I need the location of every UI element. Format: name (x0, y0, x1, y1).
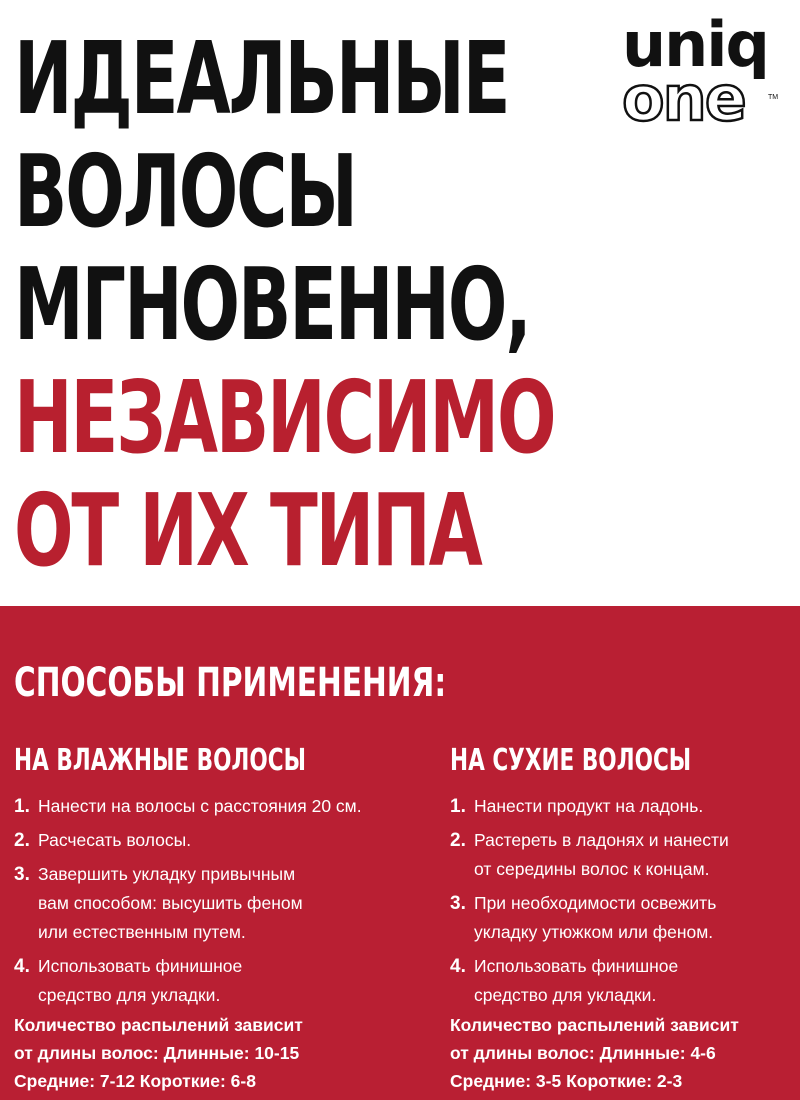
step-item (14, 826, 430, 855)
step-number: 4. (450, 956, 466, 977)
step-text: Нанести на волосы с расстояния 20 см. (38, 796, 362, 816)
note-line: от длины волос: Длинные: 10-15 (14, 1043, 300, 1063)
note-line: от длины волос: Длинные: 4-6 (450, 1043, 716, 1063)
usage-panel (0, 606, 800, 1100)
headline (14, 20, 555, 589)
step-text: средство для укладки. (38, 985, 221, 1005)
step-number: 1. (14, 796, 30, 817)
usage-title: СПОСОБЫ ПРИМЕНЕНИЯ: (14, 660, 447, 706)
note-line: Средние: 7-12 Короткие: 6-8 (14, 1071, 256, 1091)
step-text: Использовать финишное (474, 956, 679, 976)
step-number: 2. (450, 830, 466, 851)
dry-hair-steps (450, 792, 795, 1010)
step-text: Завершить укладку привычным (38, 864, 296, 884)
step-number: 3. (450, 893, 466, 914)
step-item (450, 792, 795, 821)
step-item (450, 826, 795, 884)
step-number: 2. (14, 830, 30, 851)
headline-line-3: МГНОВЕННО, (14, 246, 530, 363)
step-text: от середины волос к концам. (474, 859, 710, 879)
step-item (14, 792, 430, 821)
step-text: средство для укладки. (474, 985, 657, 1005)
note-line: Количество распылений зависит (14, 1015, 303, 1035)
logo-word-one: one (622, 62, 745, 135)
step-item (450, 952, 795, 1010)
dry-hair-title: НА СУХИЕ ВОЛОСЫ (450, 743, 692, 778)
logo-word-uniq: uniq (622, 8, 768, 81)
step-text: Нанести продукт на ладонь. (474, 796, 704, 816)
step-item (14, 952, 430, 1010)
step-text: укладку утюжком или феном. (474, 922, 714, 942)
wet-hair-title: НА ВЛАЖНЫЕ ВОЛОСЫ (14, 743, 306, 778)
wet-hair-steps (14, 792, 430, 1010)
wet-hair-column (14, 744, 430, 1095)
step-text: При необходимости освежить (474, 893, 717, 913)
step-item (450, 889, 795, 947)
step-number: 1. (450, 796, 466, 817)
headline-line-5: ОТ ИХ ТИПА (14, 472, 481, 589)
step-number: 4. (14, 956, 30, 977)
spray-count-note (450, 1011, 795, 1095)
step-item (14, 860, 430, 947)
dry-hair-column (450, 744, 795, 1095)
headline-line-4: НЕЗАВИСИМО (14, 359, 555, 476)
step-text: вам способом: высушить феном (38, 893, 303, 913)
note-line: Средние: 3-5 Короткие: 2-3 (450, 1071, 683, 1091)
step-text: или естественным путем. (38, 922, 246, 942)
step-text: Использовать финишное (38, 956, 243, 976)
trademark-symbol: TM (768, 94, 779, 101)
headline-line-1: ИДЕАЛЬНЫЕ (14, 20, 509, 137)
spray-count-note (14, 1011, 430, 1095)
note-line: Количество распылений зависит (450, 1015, 739, 1035)
headline-line-2: ВОЛОСЫ (14, 133, 356, 250)
step-number: 3. (14, 864, 30, 885)
step-text: Расчесать волосы. (38, 830, 192, 850)
brand-logo (622, 8, 782, 135)
step-text: Растереть в ладонях и нанести (474, 830, 729, 850)
